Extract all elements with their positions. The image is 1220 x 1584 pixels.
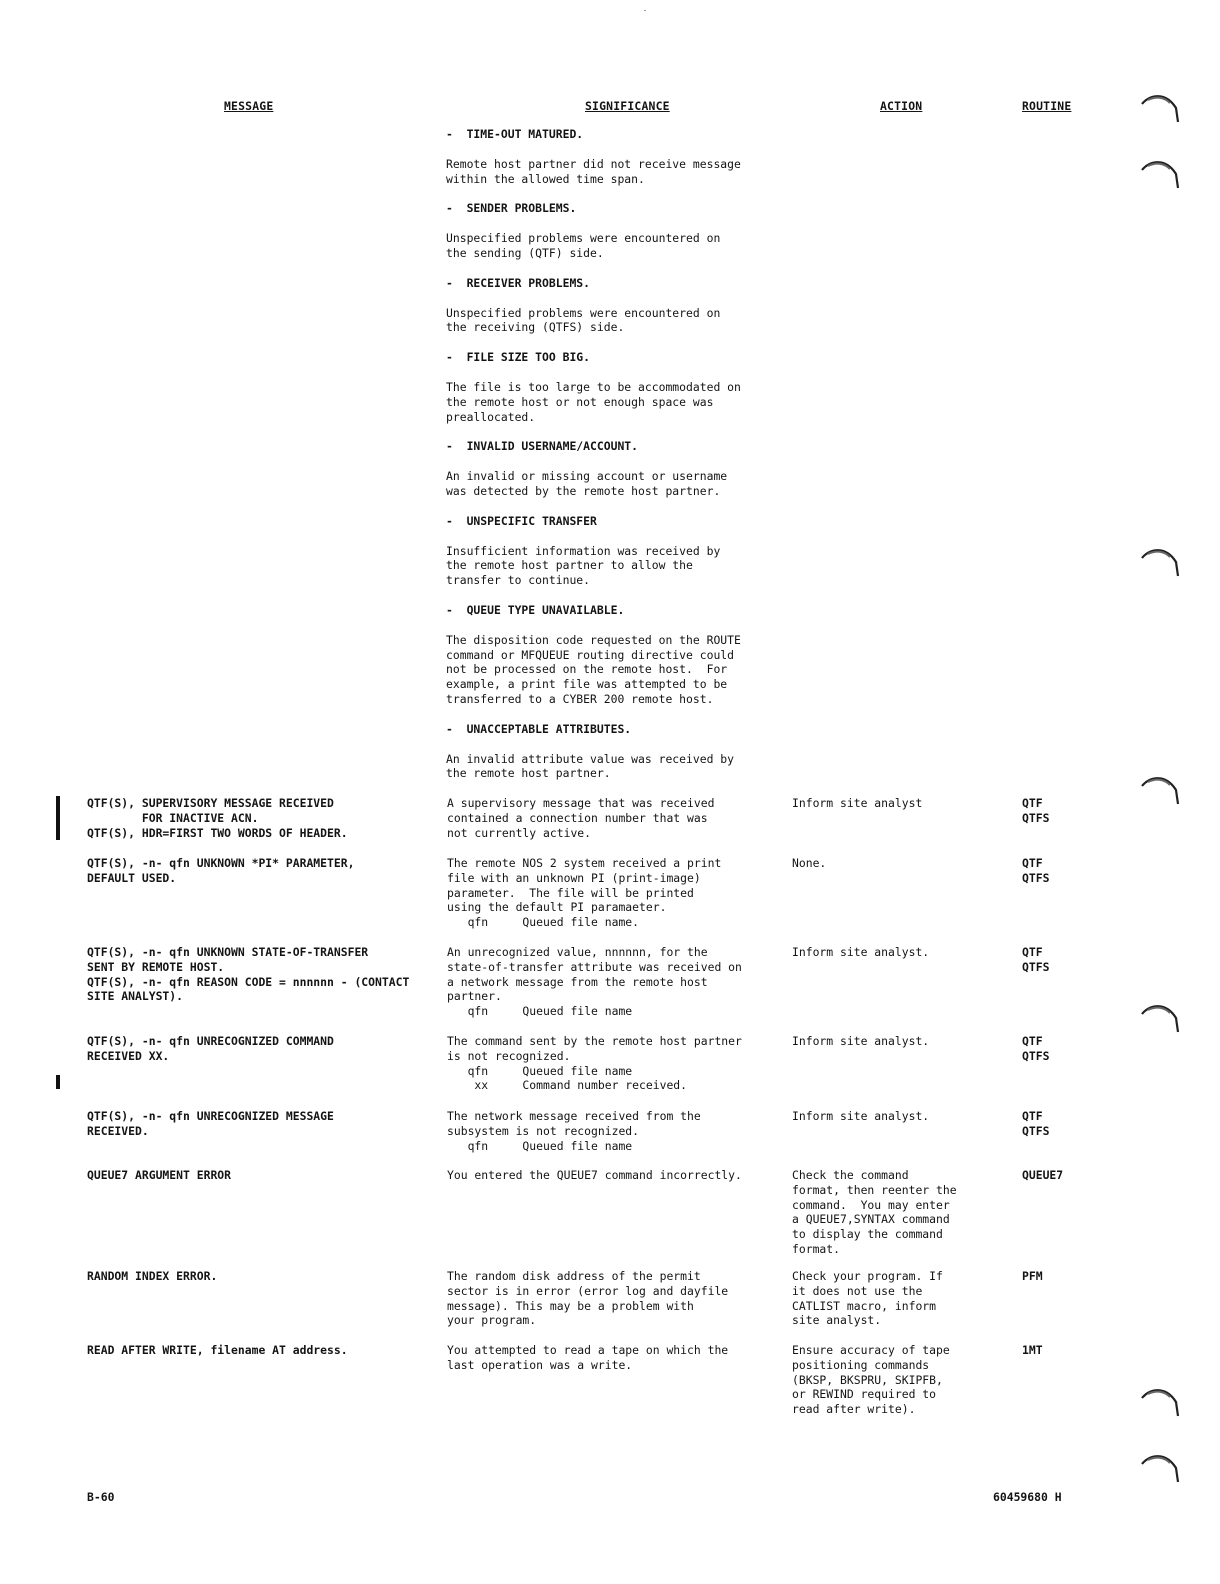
column-header-significance: SIGNIFICANCE [585, 99, 670, 113]
revision-change-bar [56, 796, 60, 840]
sig-body: Unspecified problems were encountered on the sending (QTF) side. [446, 231, 721, 260]
document-number: 60459680 H [993, 1490, 1062, 1504]
sig-heading: - SENDER PROBLEMS. [446, 201, 577, 216]
sig-heading: - UNACCEPTABLE ATTRIBUTES. [446, 721, 632, 736]
action-text: Check your program. If it does not use the CATLIST macro, inform site analyst. [792, 1269, 943, 1328]
action-text: Inform site analyst [792, 796, 923, 810]
binder-ring-icon [1138, 1000, 1182, 1036]
sig-body: The file is too large to be accommodated on the remote host or not enough space was preallocated. [446, 379, 741, 424]
binder-ring-icon [1138, 156, 1182, 192]
sig-body: The disposition code requested on the ROUTE command or MFQUEUE routing directive could not be processed on the remote host. For example, a print file was attempted to be transferred to a CYBER 200 remote host. [446, 632, 741, 706]
significance-text: The remote NOS 2 system received a print file with an unknown PI (print-image) parameter. The file will be printed using the default PI paramaeter. qfn Queued file name. [447, 856, 722, 930]
revision-change-bar [56, 1075, 60, 1089]
message-text: QTF(S), -n- qfn UNRECOGNIZED COMMAND RECEIVED XX. [87, 1034, 334, 1063]
significance-text: You attempted to read a tape on which the last operation was a write. [447, 1343, 729, 1372]
significance-text: An unrecognized value, nnnnnn, for the state-of-transfer attribute was received on a network message from the remote host partner. qfn Queued file name [447, 945, 742, 1019]
message-text: QUEUE7 ARGUMENT ERROR [87, 1168, 232, 1182]
sig-heading: - TIME-OUT MATURED. [446, 127, 584, 141]
significance-text: You entered the QUEUE7 command incorrectly. [447, 1168, 742, 1182]
binder-ring-icon [1138, 1450, 1182, 1486]
routine-text: QTF QTFS [1022, 1109, 1050, 1138]
action-text: None. [792, 856, 827, 870]
sig-heading: - FILE SIZE TOO BIG. [446, 350, 591, 365]
action-text: Inform site analyst. [792, 1034, 930, 1048]
binder-ring-icon [1138, 1384, 1182, 1420]
sig-heading: - UNSPECIFIC TRANSFER [446, 513, 597, 528]
message-text: READ AFTER WRITE, filename AT address. [87, 1343, 348, 1357]
routine-text: 1MT [1022, 1343, 1043, 1357]
sig-body: An invalid attribute value was received by the remote host partner. [446, 751, 735, 781]
sig-body: An invalid or missing account or username was detected by the remote host partner. [446, 469, 728, 498]
sig-heading: - INVALID USERNAME/ACCOUNT. [446, 439, 639, 454]
message-text: QTF(S), -n- qfn UNRECOGNIZED MESSAGE RECEIVED. [87, 1109, 334, 1138]
significance-text: The command sent by the remote host partner is not recognized. qfn Queued file name xx Command number received. [447, 1034, 742, 1093]
routine-text: PFM [1022, 1269, 1043, 1283]
message-text: RANDOM INDEX ERROR. [87, 1269, 218, 1283]
action-text: Inform site analyst. [792, 1109, 930, 1123]
column-header-action: ACTION [880, 99, 923, 113]
sig-body: Remote host partner did not receive message within the allowed time span. [446, 156, 741, 186]
routine-text: QUEUE7 [1022, 1168, 1064, 1182]
scan-speck [644, 10, 646, 11]
routine-text: QTF QTFS [1022, 856, 1050, 885]
sig-body: Unspecified problems were encountered on the receiving (QTFS) side. [446, 305, 721, 335]
message-text: QTF(S), SUPERVISORY MESSAGE RECEIVED FOR INACTIVE ACN. QTF(S), HDR=FIRST TWO WORDS OF HEADER. [87, 796, 348, 840]
binder-ring-icon [1138, 544, 1182, 580]
binder-ring-icon [1138, 772, 1182, 808]
column-header-message: MESSAGE [224, 99, 274, 113]
sig-body: Insufficient information was received by the remote host partner to allow the transfer to continue. [446, 543, 721, 588]
routine-text: QTF QTFS [1022, 1034, 1050, 1063]
column-header-routine: ROUTINE [1022, 99, 1072, 113]
continued-significance-block [446, 127, 776, 796]
sig-heading: - QUEUE TYPE UNAVAILABLE. [446, 602, 625, 617]
routine-text: QTF QTFS [1022, 796, 1050, 825]
action-text: Ensure accuracy of tape positioning commands (BKSP, BKSPRU, SKIPFB, or REWIND required to read after write). [792, 1343, 950, 1417]
page-number: B-60 [87, 1490, 115, 1504]
sig-heading: - RECEIVER PROBLEMS. [446, 275, 591, 290]
significance-text: The random disk address of the permit sector is in error (error log and dayfile message). This may be a problem with your program. [447, 1269, 729, 1328]
action-text: Check the command format, then reenter the command. You may enter a QUEUE7,SYNTAX command to display the command format. [792, 1168, 957, 1256]
binder-ring-icon [1138, 90, 1182, 126]
significance-text: A supervisory message that was received contained a connection number that was not currently active. [447, 796, 715, 840]
message-text: QTF(S), -n- qfn UNKNOWN *PI* PARAMETER, DEFAULT USED. [87, 856, 355, 885]
message-text: QTF(S), -n- qfn UNKNOWN STATE-OF-TRANSFER SENT BY REMOTE HOST. QTF(S), -n- qfn REASON CODE = nnnnnn - (CONTACT SITE ANALYST). [87, 945, 410, 1004]
significance-text: The network message received from the subsystem is not recognized. qfn Queued file name [447, 1109, 701, 1153]
action-text: Inform site analyst. [792, 945, 930, 959]
routine-text: QTF QTFS [1022, 945, 1050, 974]
